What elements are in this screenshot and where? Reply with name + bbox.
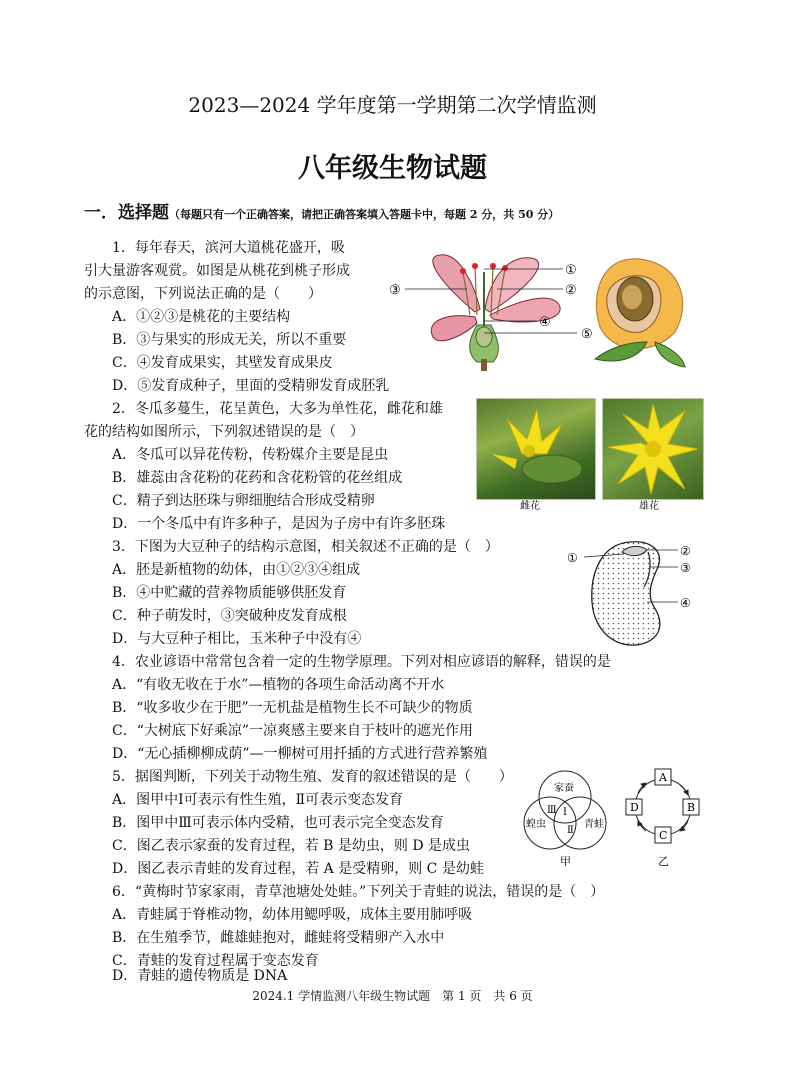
- q3-label-2: ②: [680, 544, 691, 558]
- q4-option-d: D．“无心插柳柳成荫”—一柳树可用扦插的方式进行营养繁殖: [112, 746, 488, 762]
- q5-stem: 5．据图判断，下列关于动物生殖、发育的叙述错误的是（ ）: [112, 769, 513, 785]
- venn-region-1: Ⅰ: [563, 807, 567, 818]
- venn-region-3: Ⅲ: [547, 805, 557, 816]
- cycle-node-d: D: [630, 801, 639, 814]
- peach-fruit-illustration: [595, 259, 685, 367]
- q3-option-a: A．胚是新植物的幼体，由①②③④组成: [112, 562, 361, 578]
- q4-stem: 4．农业谚语中常常包含着一定的生物学原理。下列对相应谚语的解释，错误的是: [112, 654, 611, 670]
- q2-stem-line2: 花的结构如图所示，下列叙述错误的是（ ）: [84, 424, 364, 440]
- q5-option-c: C．图乙表示家蚕的发育过程，若 B 是幼虫，则 D 是成虫: [112, 838, 471, 854]
- q4-option-a: A．“有收无收在于水”—植物的各项生命活动离不开水: [112, 677, 445, 693]
- cycle-node-a: A: [659, 771, 667, 784]
- q1-label-3: ③: [389, 283, 401, 298]
- q6-stem: 6．“黄梅时节家家雨，青草池塘处处蛙。”下列关于青蛙的说法，错误的是（ ）: [112, 884, 605, 900]
- cycle-diagram-figure: [618, 765, 713, 870]
- q2-option-c: C．精子到达胚珠与卵细胞结合形成受精卵: [112, 493, 375, 509]
- q3-label-1: ①: [567, 551, 578, 565]
- venn-region-2: Ⅱ: [567, 825, 574, 836]
- q2-stem-line1: 2．冬瓜多蔓生，花呈黄色，大多为单性花，雌花和雄: [112, 401, 443, 417]
- q3-option-d: D．与大豆种子相比，玉米种子中没有④: [112, 631, 362, 647]
- q6-option-a: A．青蛙属于脊椎动物，幼体用鳃呼吸，成体主要用肺呼吸: [112, 907, 473, 923]
- q4-option-b: B．“收多收少在于肥”一无机盐是植物生长不可缺少的物质: [112, 700, 473, 716]
- q1-stem-line2: 引大量游客观赏。如图是从桃花到桃子形成: [84, 263, 350, 279]
- venn-label-locust: 蝗虫: [526, 819, 546, 830]
- q1-option-c: C．④发育成果实，其壁发育成果皮: [112, 355, 333, 371]
- q2-option-a: A．冬瓜可以异花传粉，传粉媒介主要是昆虫: [112, 447, 389, 463]
- q3-label-3: ③: [680, 561, 691, 575]
- cycle-node-c: C: [659, 829, 668, 842]
- q1-option-d: D．⑤发育成种子，里面的受精卵发育成胚乳: [112, 378, 390, 394]
- q1-stem-line1: 1．每年春天，滨河大道桃花盛开，吸: [112, 240, 345, 256]
- peach-flower-figure: [385, 247, 695, 372]
- caption-figure-yi: 乙: [658, 855, 669, 868]
- venn-label-silkworm: 家蚕: [554, 783, 574, 794]
- q1-label-2: ②: [565, 283, 577, 298]
- caption-female-flower: 雌花: [520, 501, 540, 512]
- q4-option-c: C．“大树底下好乘凉”一凉爽感主要来自于枝叶的遮光作用: [112, 723, 474, 739]
- flower-illustration: [431, 255, 560, 371]
- q1-label-4: ④: [539, 315, 551, 330]
- q3-stem: 3．下图为大豆种子的结构示意图，相关叙述不正确的是（ ）: [112, 539, 499, 555]
- q3-option-b: B．④中贮藏的营养物质能够供胚发育: [112, 585, 347, 601]
- caption-figure-jia: 甲: [560, 855, 571, 868]
- bean-seed-figure: [562, 532, 702, 657]
- cycle-node-b: B: [687, 801, 696, 814]
- venn-diagram-figure: [520, 765, 615, 870]
- male-flower-photo: [602, 398, 704, 500]
- q2-option-b: B．雄蕊由含花粉的花药和含花粉管的花丝组成: [112, 470, 403, 486]
- caption-male-flower: 雄花: [639, 501, 659, 512]
- q6-option-b: B．在生殖季节，雌雄蛙抱对，雌蛙将受精卵产入水中: [112, 930, 445, 946]
- exam-title: 2023—2024 学年度第一学期第二次学情监测: [188, 93, 597, 117]
- q1-label-1: ①: [565, 263, 577, 278]
- section-heading: 一．选择题（每题只有一个正确答案，请把正确答案填入答题卡中，每题 2 分，共 50 分）: [84, 203, 560, 223]
- page-footer: 2024.1 学情监测八年级生物试题 第 1 页 共 6 页: [252, 989, 533, 1003]
- section-instruction: （每题只有一个正确答案，请把正确答案填入答题卡中，每题 2 分，共 50 分）: [169, 208, 560, 221]
- female-flower-photo: [476, 398, 596, 500]
- q5-option-a: A．图甲中Ⅰ可表示有性生殖，Ⅱ可表示变态发育: [112, 792, 404, 808]
- q2-option-d: D．一个冬瓜中有许多种子，是因为子房中有许多胚珠: [112, 516, 446, 532]
- q6-option-d: D．青蛙的遗传物质是 DNA: [112, 968, 288, 984]
- exam-subtitle: 八年级生物试题: [298, 153, 487, 184]
- q1-option-a: A．①②③是桃花的主要结构: [112, 309, 291, 325]
- q5-option-d: D．图乙表示青蛙的发育过程，若 A 是受精卵，则 C 是幼蛙: [112, 861, 484, 877]
- q3-label-4: ④: [680, 596, 691, 610]
- q6-option-c: C．青蛙的发育过程属于变态发育: [112, 953, 319, 969]
- q3-option-c: C．种子萌发时，③突破种皮发育成根: [112, 608, 347, 624]
- q1-label-5: ⑤: [581, 327, 593, 342]
- q5-option-b: B．图甲中Ⅲ可表示体内受精，也可表示完全变态发育: [112, 815, 444, 831]
- q1-stem-line3: 的示意图，下列说法正确的是（ ）: [84, 286, 322, 302]
- q1-option-b: B．③与果实的形成无关，所以不重要: [112, 332, 347, 348]
- venn-label-frog: 青蛙: [584, 819, 604, 830]
